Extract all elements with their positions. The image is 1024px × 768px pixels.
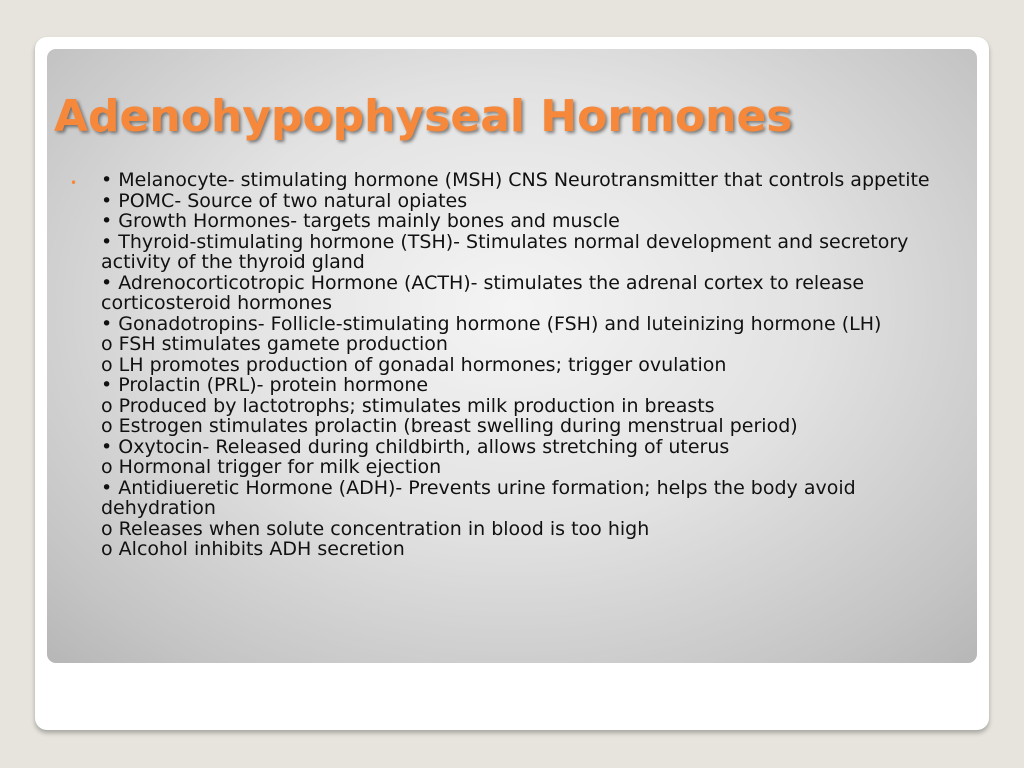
body-line: • Thyroid-stimulating hormone (TSH)- Stimulates normal development and secretory activity of the thyroid gland xyxy=(101,230,909,273)
body-line: • POMC- Source of two natural opiates xyxy=(101,189,468,212)
body-line: o Estrogen stimulates prolactin (breast swelling during menstrual period) xyxy=(101,415,798,437)
body-line: o Releases when solute concentration in blood is too high xyxy=(101,517,650,540)
body-line: • Antidiueretic Hormone (ADH)- Prevents urine formation; helps the body avoid dehydration xyxy=(101,476,856,519)
body-line: • Growth Hormones- targets mainly bones and muscle xyxy=(101,210,620,232)
body-line: • Prolactin (PRL)- protein hormone xyxy=(101,374,429,396)
slide-content-panel xyxy=(47,49,977,663)
body-text xyxy=(101,170,967,560)
body-line: o LH promotes production of gonadal hormones; trigger ovulation xyxy=(101,353,727,376)
body-line: o FSH stimulates gamete production xyxy=(101,333,448,355)
slide-title: Adenohypophyseal Hormones xyxy=(54,91,793,142)
body-line: • Melanocyte- stimulating hormone (MSH) CNS Neurotransmitter that controls appetite xyxy=(101,169,930,191)
body-line: o Produced by lactotrophs; stimulates milk production in breasts xyxy=(101,394,715,417)
body-line: o Hormonal trigger for milk ejection xyxy=(101,456,442,478)
body-line: • Adrenocorticotropic Hormone (ACTH)- stimulates the adrenal cortex to release corticosteroid hormones xyxy=(101,271,865,314)
body-line: • Gonadotropins- Follicle-stimulating hormone (FSH) and luteinizing hormone (LH) xyxy=(101,312,882,335)
body-line: o Alcohol inhibits ADH secretion xyxy=(101,538,405,560)
bullet-marker: • xyxy=(70,176,78,190)
body-line: • Oxytocin- Released during childbirth, allows stretching of uterus xyxy=(101,435,730,458)
